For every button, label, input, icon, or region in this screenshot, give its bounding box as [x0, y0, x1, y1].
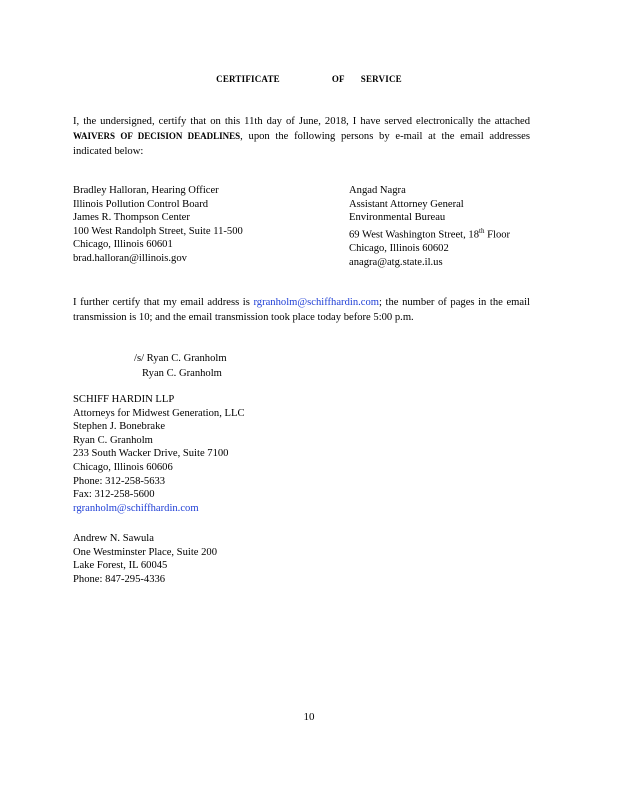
- recipient-right-city: Chicago, Illinois 60602: [349, 242, 449, 254]
- signature-block: [134, 351, 227, 381]
- firm-name: SCHIFF HARDIN LLP: [73, 394, 175, 405]
- certify-paragraph: [73, 295, 530, 325]
- recipient-left-org: Illinois Pollution Control Board: [73, 198, 209, 210]
- signature-line: /s/ Ryan C. Granholm: [134, 353, 227, 364]
- second-attorney-block: [73, 532, 217, 586]
- firm-block: [73, 393, 245, 515]
- firm-fax: Fax: 312-258-5600: [73, 489, 155, 501]
- intro-text-2: , upon the following persons by e-mail at the email addresses indicated below:: [73, 131, 530, 157]
- firm-email-link[interactable]: rgranholm@schiffhardin.com: [73, 502, 199, 514]
- intro-paragraph: [73, 114, 530, 159]
- recipient-right-bureau: Environmental Bureau: [349, 212, 446, 224]
- firm-city: Chicago, Illinois 60606: [73, 461, 173, 473]
- second-attorney-city: Lake Forest, IL 60045: [73, 560, 168, 572]
- recipient-right-address-sup: th: [479, 226, 485, 235]
- firm-phone: Phone: 312-258-5633: [73, 475, 166, 487]
- recipient-right-address-main: 69 West Washington Street, 18: [349, 229, 480, 241]
- second-attorney-address: One Westminster Place, Suite 200: [73, 546, 218, 558]
- recipient-right-email[interactable]: anagra@atg.state.il.us: [349, 256, 443, 268]
- recipient-right-address: [349, 225, 510, 242]
- recipient-left-address: 100 West Randolph Street, Suite 11-500: [73, 225, 243, 237]
- firm-address: 233 South Wacker Drive, Suite 7100: [73, 448, 229, 460]
- certify-email-link[interactable]: rgranholm@schiffhardin.com: [253, 297, 380, 308]
- title-word-certificate: CERTIFICATE: [216, 74, 280, 84]
- certify-text-2: ; the number of pages in the email transmission is 10; and the email transmission took place today before 5:00 p.m.: [73, 297, 530, 323]
- firm-attorney-1: Stephen J. Bonebrake: [73, 421, 166, 433]
- recipient-left-building: James R. Thompson Center: [73, 212, 190, 224]
- intro-document-name: WAIVERS OF DECISION DEADLINES: [73, 131, 241, 141]
- page-number: 10: [303, 711, 315, 723]
- intro-text-1: I, the undersigned, certify that on this 11th day of June, 2018, I have served electronically the attached: [73, 116, 530, 127]
- second-attorney-phone: Phone: 847-295-4336: [73, 573, 166, 585]
- recipient-right-name: Angad Nagra: [349, 185, 406, 196]
- recipient-left-name: Bradley Halloran, Hearing Officer: [73, 185, 219, 196]
- firm-role: Attorneys for Midwest Generation, LLC: [73, 407, 245, 419]
- second-attorney-name: Andrew N. Sawula: [73, 533, 154, 544]
- recipient-right: [349, 184, 510, 269]
- recipient-right-address-floor: Floor: [484, 229, 511, 241]
- signature-name: Ryan C. Granholm: [142, 368, 222, 379]
- title-word-service: SERVICE: [360, 74, 402, 84]
- certify-text-1: I further certify that my email address is: [73, 297, 254, 308]
- recipient-right-title: Assistant Attorney General: [349, 198, 464, 210]
- recipient-left-email[interactable]: brad.halloran@illinois.gov: [73, 252, 187, 264]
- firm-attorney-2: Ryan C. Granholm: [73, 434, 153, 446]
- title-word-of: OF: [331, 74, 345, 84]
- recipient-left-city: Chicago, Illinois 60601: [73, 239, 173, 251]
- document-title: [0, 74, 618, 84]
- recipient-left: [73, 184, 243, 266]
